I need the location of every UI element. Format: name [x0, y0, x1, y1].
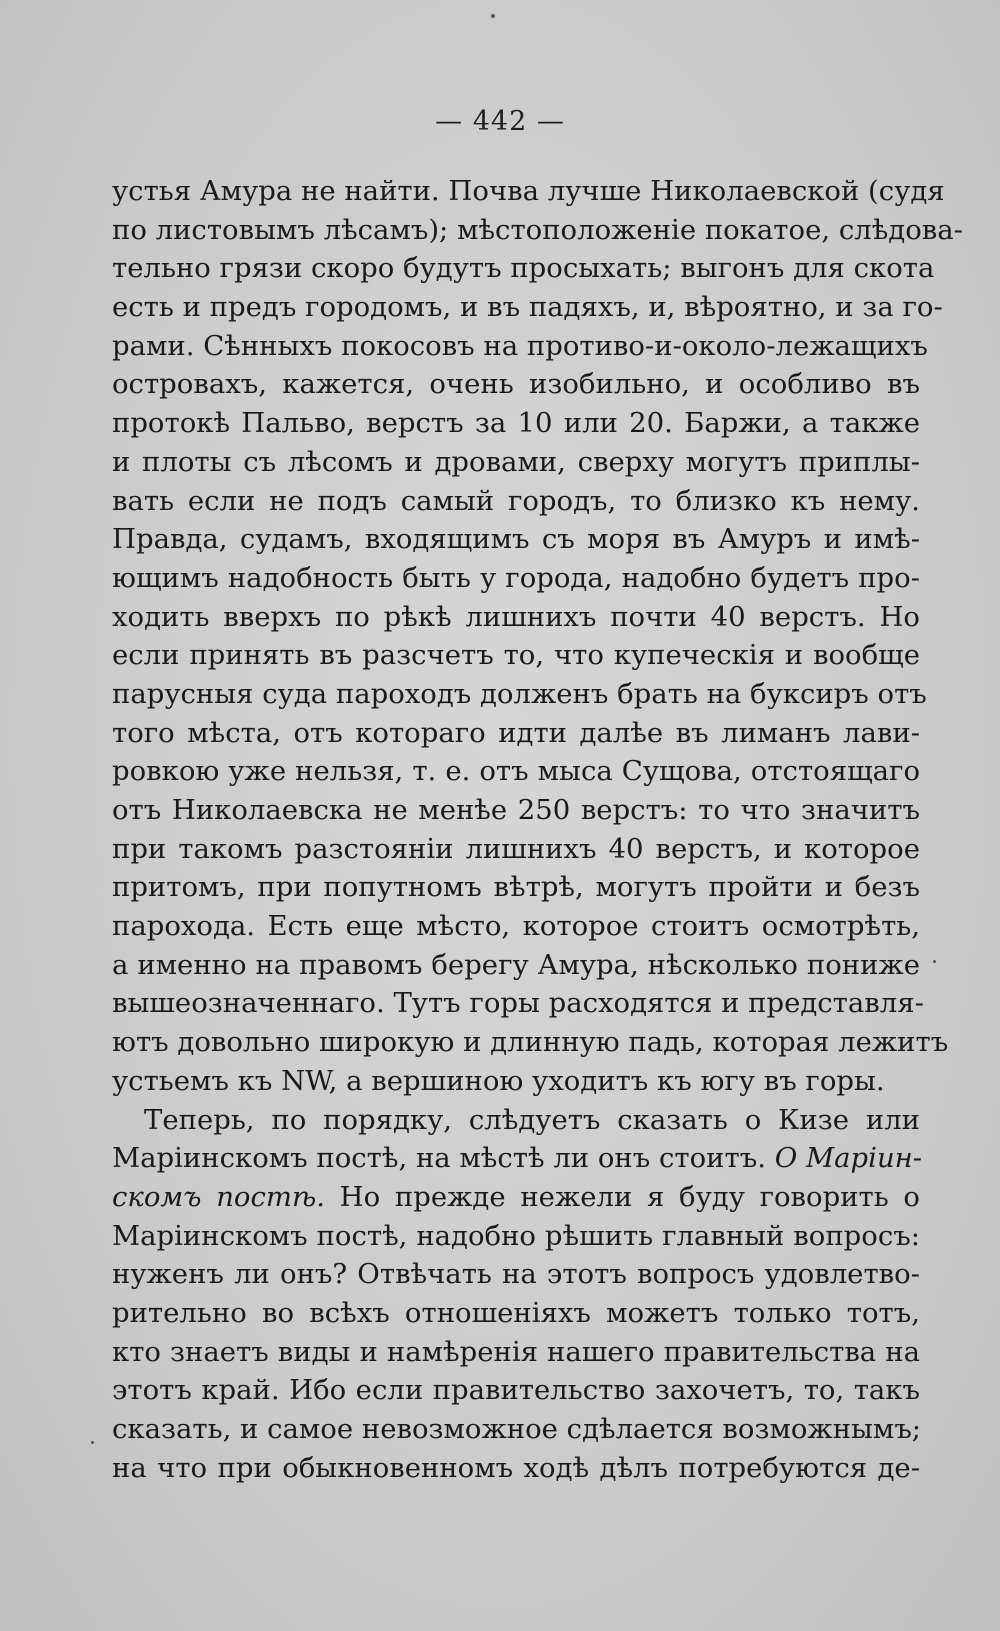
text-line: Теперь, по порядку, слѣдуетъ сказать о Кизе или — [144, 1103, 920, 1136]
text-line: Марiинскомъ постѣ, надобно рѣшить главный вопросъ: — [112, 1219, 920, 1252]
text-line: парохода. Есть еще мѣсто, которое стоитъ осмотрѣть, — [112, 910, 920, 943]
text-line: есть и предъ городомъ, и въ падяхъ, и, вѣроятно, и за го- — [112, 291, 943, 324]
text-line: Правда, судамъ, входящимъ съ моря въ Амуръ и имѣ- — [112, 523, 920, 556]
text-line: кто знаетъ виды и намѣренiя нашего правительства на — [112, 1335, 920, 1368]
text-line-with-italic-heading — [112, 1178, 920, 1217]
text-line: рами. Сѣнныхъ покосовъ на противо-и-около-лежащихъ — [112, 329, 928, 362]
body-text — [112, 172, 963, 1487]
text-line: ютъ довольно широкую и длинную падь, которая лежитъ — [112, 1026, 949, 1059]
paper-speck — [91, 1441, 94, 1444]
text-line: ровкою уже нельзя, т. е. отъ мыса Сущова, отстоящаго — [112, 755, 920, 788]
text-line: устья Амура не найти. Почва лучше Николаевской (судя — [112, 175, 945, 207]
text-line: вать если не подъ самый городъ, то близко къ нему. — [112, 484, 920, 517]
text-line: парусныя суда пароходъ долженъ брать на буксиръ отъ — [112, 677, 927, 710]
text-line: рительно во всѣхъ отношенiяхъ можетъ только тотъ, — [112, 1296, 920, 1329]
text-line: при такомъ разстоянiи лишнихъ 40 верстъ, и которое — [112, 832, 920, 865]
text-segment: Марiинскомъ постѣ, на мѣстѣ ли онъ стоитъ. — [112, 1142, 766, 1175]
text-line: сказать, и самое невозможное сдѣлается возможнымъ; — [112, 1413, 922, 1445]
text-line: протокѣ Пальво, верстъ за 10 или 20. Баржи, а также — [112, 407, 920, 440]
text-line-with-italic-heading — [112, 1139, 923, 1178]
text-line: островахъ, кажется, очень изобильно, и особливо въ — [112, 368, 920, 401]
text-line: этотъ край. Ибо если правительство захочетъ, то, такъ — [112, 1374, 920, 1407]
italic-section-heading: О Марiин- — [774, 1142, 923, 1175]
text-line: ходить вверхъ по рѣкѣ лишнихъ почти 40 верстъ. Но — [112, 600, 920, 633]
text-line: если принять въ разсчетъ то, что купеческiя и вообще — [112, 639, 920, 672]
paper-speck — [933, 960, 936, 963]
text-line: устьемъ къ NW, а вершиною уходитъ къ югу въ горы. — [112, 1064, 885, 1097]
text-line: отъ Николаевска не менѣе 250 верстъ: то что значитъ — [112, 794, 920, 826]
page-number: — 442 — — [435, 106, 565, 137]
italic-section-heading-end: скомъ постѣ. — [112, 1180, 325, 1213]
text-line: и плоты съ лѣсомъ и дровами, сверху могутъ приплы- — [112, 445, 920, 478]
text-line: а именно на правомъ берегу Амура, нѣсколько пониже — [112, 948, 920, 981]
text-line: ющимъ надобность быть у города, надобно будетъ про- — [112, 561, 920, 594]
text-line: притомъ, при попутномъ вѣтрѣ, могутъ пройти и безъ — [112, 871, 920, 904]
text-line: по листовымъ лѣсамъ); мѣстоположенiе покатое, слѣдова- — [112, 213, 963, 246]
text-line: того мѣста, отъ котораго идти далѣе въ лиманъ лави- — [112, 716, 920, 749]
paper-speck — [491, 14, 495, 18]
text-line: нуженъ ли онъ? Отвѣчать на этотъ вопросъ удовлетво- — [112, 1258, 920, 1291]
text-segment: Но прежде нежели я буду говорить о — [339, 1180, 920, 1213]
text-line: вышеозначеннаго. Тутъ горы расходятся и представля- — [112, 987, 924, 1020]
text-line: на что при обыкновенномъ ходѣ дѣлъ потребуются де- — [112, 1451, 920, 1484]
text-line: тельно грязи скоро будутъ просыхать; выгонъ для скота — [112, 252, 935, 285]
